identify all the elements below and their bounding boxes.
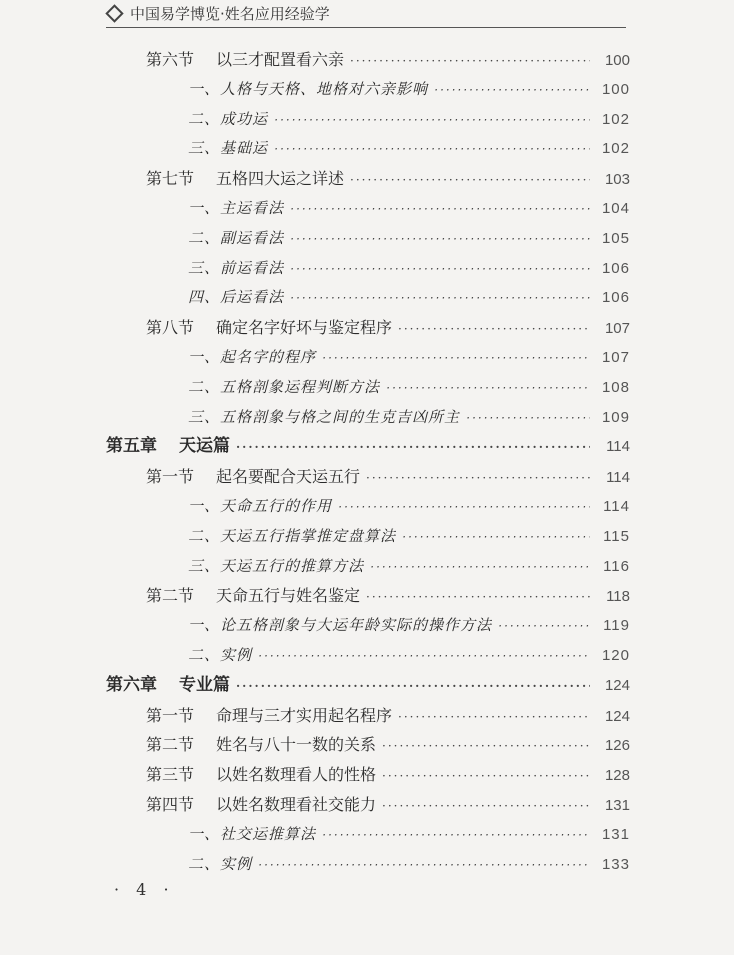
dot-leader <box>322 344 590 374</box>
dot-leader <box>290 225 590 255</box>
table-of-contents <box>106 45 630 879</box>
dot-leader <box>290 255 590 285</box>
toc-entry-title: 专业篇 <box>179 674 230 695</box>
toc-entry-title: 一、论五格剖象与大运年龄实际的操作方法 <box>188 616 493 635</box>
toc-entry-title: 一、天命五行的作用 <box>188 496 333 515</box>
toc-entry-page: 119 <box>603 617 630 635</box>
toc-entry-sub <box>106 850 630 880</box>
toc-entry-title: 一、社交运推算法 <box>188 824 317 843</box>
toc-entry-number: 第六章 <box>106 674 157 695</box>
toc-entry-title: 一、人格与天格、地格对六亲影响 <box>188 79 429 98</box>
dot-leader <box>274 106 590 136</box>
toc-entry-number: 第二节 <box>146 735 195 755</box>
toc-entry-page: 114 <box>603 497 630 515</box>
toc-entry-title: 二、副运看法 <box>188 228 285 247</box>
toc-entry-title: 三、基础运 <box>188 139 269 158</box>
dot-leader <box>370 553 590 583</box>
toc-entry-page: 106 <box>601 259 630 277</box>
toc-entry-page: 115 <box>603 527 630 545</box>
toc-entry-page: 126 <box>604 737 630 755</box>
toc-entry-title: 确定名字好坏与鉴定程序 <box>216 318 393 338</box>
dot-leader <box>382 732 590 762</box>
toc-entry-sub <box>106 373 630 403</box>
dot-leader <box>322 821 590 851</box>
toc-entry-title: 三、前运看法 <box>188 258 285 277</box>
toc-entry-title: 一、主运看法 <box>188 198 285 217</box>
toc-entry-sub <box>106 611 630 641</box>
toc-entry-page: 120 <box>601 646 630 664</box>
toc-entry-title: 姓名与八十一数的关系 <box>216 735 377 755</box>
toc-entry-sub <box>106 254 630 284</box>
toc-entry-title: 四、后运看法 <box>188 288 285 307</box>
dot-leader <box>398 315 590 345</box>
toc-entry-page: 114 <box>606 469 630 487</box>
toc-entry-page: 105 <box>601 229 630 247</box>
toc-entry-title: 三、五格剖象与格之间的生克吉凶所主 <box>188 407 461 426</box>
toc-entry-title: 二、成功运 <box>188 109 269 128</box>
toc-entry-sub <box>106 194 630 224</box>
toc-entry-page: 131 <box>601 825 630 843</box>
toc-entry-number: 第一节 <box>146 705 195 725</box>
dot-leader <box>338 493 590 523</box>
toc-entry-number: 第四节 <box>146 794 195 814</box>
toc-entry-title: 一、起名字的程序 <box>188 347 317 366</box>
dot-leader <box>366 583 590 613</box>
toc-entry-section <box>106 701 630 731</box>
toc-entry-number: 第三节 <box>146 765 195 785</box>
dot-leader <box>236 433 590 463</box>
toc-entry-number: 第八节 <box>146 318 195 338</box>
toc-entry-sub <box>106 552 630 582</box>
dot-leader <box>290 284 590 314</box>
toc-entry-sub <box>106 492 630 522</box>
dot-leader <box>236 672 590 702</box>
toc-entry-section <box>106 730 630 760</box>
toc-entry-sub <box>106 522 630 552</box>
toc-entry-title: 二、实例 <box>188 854 253 873</box>
dot-leader <box>350 166 590 196</box>
toc-entry-page: 107 <box>604 320 630 338</box>
toc-entry-title: 命理与三才实用起名程序 <box>216 705 393 725</box>
toc-entry-page: 133 <box>601 855 630 873</box>
toc-entry-section <box>106 313 630 343</box>
toc-entry-sub <box>106 641 630 671</box>
toc-entry-title: 起名要配合天运五行 <box>216 467 361 487</box>
toc-entry-page: 102 <box>601 110 630 128</box>
dot-leader <box>366 464 590 494</box>
toc-entry-sub <box>106 134 630 164</box>
toc-entry-page: 102 <box>601 140 630 158</box>
toc-entry-section <box>106 581 630 611</box>
dot-leader <box>258 642 590 672</box>
toc-entry-title: 五格四大运之详述 <box>216 169 345 189</box>
toc-entry-title: 三、天运五行的推算方法 <box>188 556 365 575</box>
dot-leader <box>290 195 590 225</box>
dot-leader <box>386 374 590 404</box>
toc-entry-sub <box>106 343 630 373</box>
toc-entry-page: 114 <box>606 438 630 456</box>
toc-entry-page: 104 <box>601 199 630 217</box>
toc-entry-sub <box>106 224 630 254</box>
toc-entry-page: 116 <box>603 557 630 575</box>
toc-entry-title: 以姓名数理看人的性格 <box>216 765 377 785</box>
dot-leader <box>382 792 590 822</box>
toc-entry-title: 天运篇 <box>179 436 230 457</box>
toc-entry-sub <box>106 820 630 850</box>
toc-entry-number: 第一节 <box>146 467 195 487</box>
toc-entry-page: 124 <box>604 707 630 725</box>
toc-entry-number: 第五章 <box>106 436 157 457</box>
header-title: 中国易学博览·姓名应用经验学 <box>130 4 330 23</box>
dot-leader <box>402 523 590 553</box>
toc-entry-page: 100 <box>604 52 630 69</box>
toc-entry-page: 118 <box>606 588 630 606</box>
dot-leader <box>498 612 590 642</box>
toc-entry-chapter <box>106 432 630 462</box>
toc-entry-section <box>106 164 630 194</box>
toc-entry-title: 天命五行与姓名鉴定 <box>216 586 361 606</box>
dot-leader <box>466 404 590 434</box>
toc-entry-title: 以姓名数理看社交能力 <box>216 794 377 814</box>
dot-leader <box>258 851 590 881</box>
toc-entry-page: 131 <box>604 796 630 814</box>
toc-entry-title: 二、实例 <box>188 645 253 664</box>
diamond-icon <box>105 4 123 22</box>
toc-entry-section <box>106 790 630 820</box>
toc-entry-page: 103 <box>604 171 630 189</box>
toc-entry-page: 106 <box>601 289 630 307</box>
header-rule <box>106 27 626 28</box>
toc-entry-number: 第六节 <box>146 50 195 69</box>
toc-entry-section <box>106 462 630 492</box>
toc-entry-title: 二、天运五行指掌推定盘算法 <box>188 526 397 545</box>
toc-entry-section <box>106 760 630 790</box>
toc-entry-number: 第二节 <box>146 586 195 606</box>
running-header <box>106 0 626 26</box>
toc-entry-sub <box>106 75 630 105</box>
toc-entry-sub <box>106 403 630 433</box>
toc-entry-page: 108 <box>601 378 630 396</box>
toc-entry-title: 二、五格剖象运程判断方法 <box>188 377 381 396</box>
toc-entry-page: 107 <box>601 348 630 366</box>
dot-leader <box>274 135 590 165</box>
dot-leader <box>434 76 590 106</box>
toc-entry-page: 124 <box>604 676 630 694</box>
dot-leader <box>382 762 590 792</box>
toc-entry-number: 第七节 <box>146 169 195 189</box>
dot-leader <box>398 703 590 733</box>
toc-entry-sub <box>106 283 630 313</box>
toc-entry-page: 128 <box>604 767 630 785</box>
page-number: · 4 · <box>114 880 175 899</box>
toc-entry-chapter <box>106 671 630 701</box>
toc-entry-section <box>106 45 630 75</box>
toc-entry-page: 109 <box>601 408 630 426</box>
toc-entry-sub <box>106 105 630 135</box>
toc-entry-page: 100 <box>601 80 630 98</box>
toc-entry-title: 以三才配置看六亲 <box>216 50 345 69</box>
dot-leader <box>350 47 590 77</box>
